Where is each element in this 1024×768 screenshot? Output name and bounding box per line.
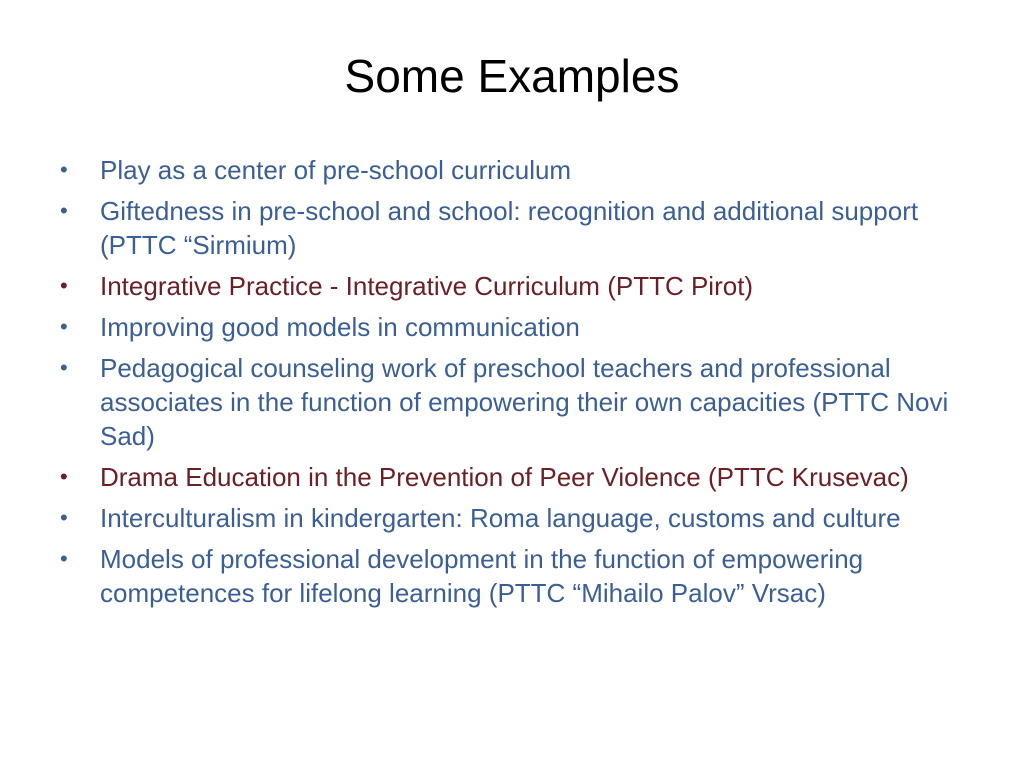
- bullet-text: Integrative Practice - Integrative Curriculum (PTTC Pirot): [100, 271, 754, 301]
- bullet-dot-icon: •: [60, 314, 68, 339]
- bullet-item: [56, 460, 976, 494]
- bullet-text: Drama Education in the Prevention of Peer Violence (PTTC Krusevac): [100, 462, 909, 492]
- bullet-item: [56, 269, 976, 303]
- bullet-list: [56, 153, 976, 617]
- bullet-dot-icon: •: [60, 546, 68, 571]
- bullet-dot-icon: •: [60, 505, 68, 530]
- bullet-item: [56, 351, 976, 453]
- bullet-dot-icon: •: [60, 355, 68, 380]
- bullet-item: [56, 194, 976, 262]
- bullet-dot-icon: •: [60, 464, 68, 489]
- bullet-item: [56, 501, 976, 535]
- bullet-text: Models of professional development in the function of empowering competences for lifelong learning (PTTC “Mihailo Palov” Vrsac): [100, 544, 864, 608]
- bullet-item: [56, 310, 976, 344]
- bullet-dot-icon: •: [60, 198, 68, 223]
- bullet-item: [56, 153, 976, 187]
- bullet-text: Interculturalism in kindergarten: Roma language, customs and culture: [100, 503, 901, 533]
- bullet-dot-icon: •: [60, 273, 68, 298]
- bullet-dot-icon: •: [60, 157, 68, 182]
- slide-title: Some Examples: [344, 50, 680, 102]
- bullet-text: Pedagogical counseling work of preschool teachers and professional associates in the function of empowering their own capacities (PTTC Novi Sad): [100, 353, 949, 451]
- bullet-text: Improving good models in communication: [100, 312, 580, 342]
- bullet-text: Play as a center of pre-school curriculum: [100, 155, 572, 185]
- bullet-item: [56, 542, 976, 610]
- bullet-text: Giftedness in pre-school and school: recognition and additional support (PTTC “Sirmium): [100, 196, 919, 260]
